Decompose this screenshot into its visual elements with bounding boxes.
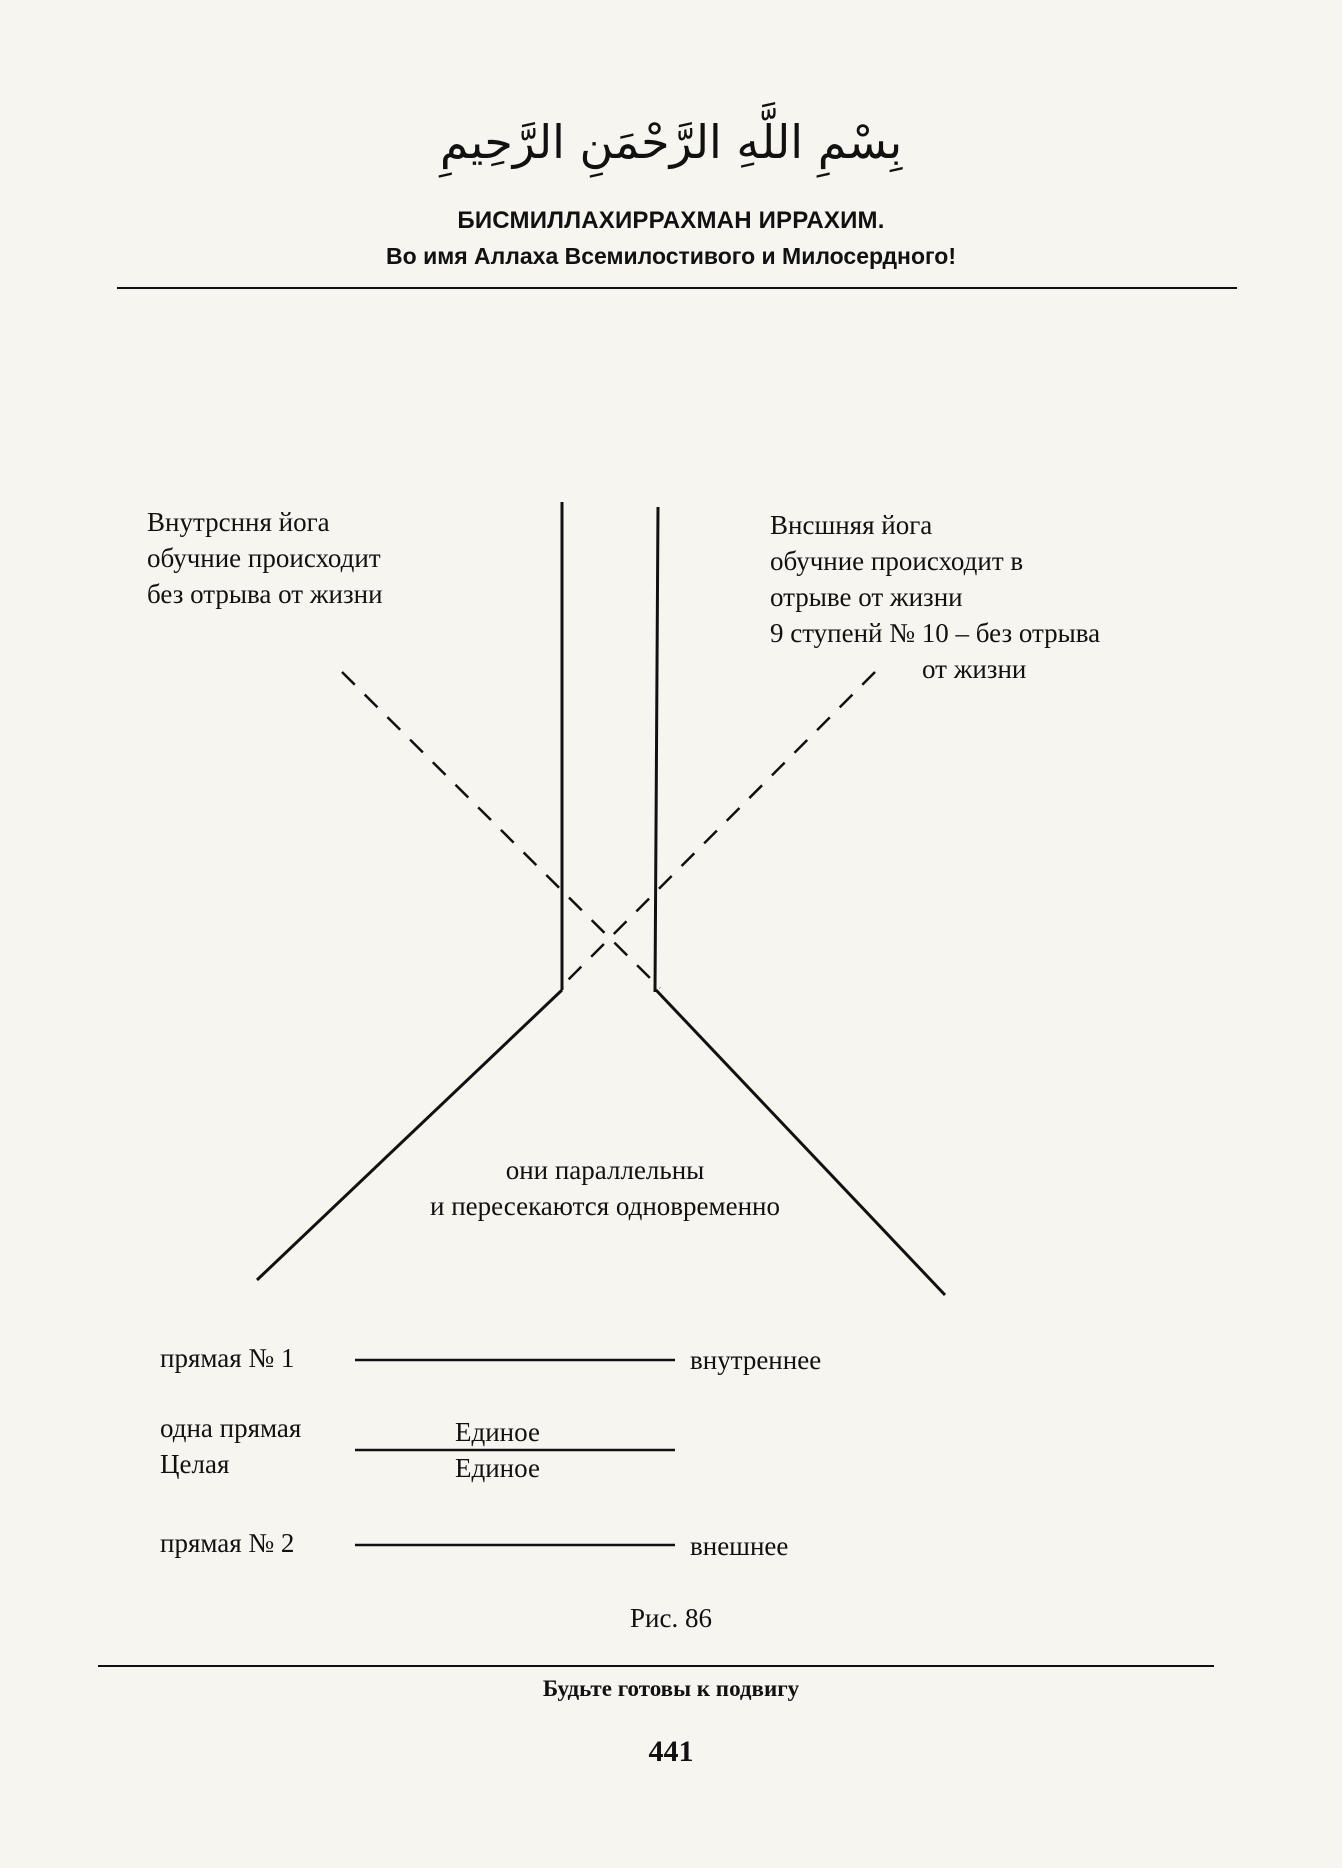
legend-row3-label: прямая № 2 — [160, 1528, 295, 1558]
inner-yoga-text — [147, 504, 383, 612]
inner-yoga-line-1: Внутрсння йога — [147, 507, 330, 537]
header-transliteration: БИСМИЛЛАХИРРАХМАН ИРРАХИМ. — [457, 207, 885, 234]
legend-row2-label-bottom: Целая — [160, 1449, 230, 1479]
legend-row3-value: внешнее — [690, 1531, 789, 1561]
outer-yoga-line-3: отрыве от жизни — [770, 582, 963, 612]
vertical-line-right — [655, 507, 658, 992]
figure-caption: Рис. 86 — [630, 1603, 712, 1633]
outer-yoga-line-2: обучние происходит в — [770, 546, 1024, 576]
footer-title: Будьте готовы к подвигу — [542, 1676, 800, 1701]
outer-yoga-text — [770, 507, 1100, 687]
outer-yoga-line-4: 9 ступенй № 10 – без отрыва — [770, 618, 1101, 648]
parallel-line-2: и пересекаются одновременно — [430, 1191, 780, 1221]
dashed-line-left — [342, 672, 660, 988]
dashed-line-right — [560, 672, 875, 988]
bismillah-calligraphy: بِسْمِ اللَّهِ الرَّحْمَنِ الرَّحِيمِ — [439, 115, 903, 169]
page-number: 441 — [648, 1735, 694, 1768]
inner-yoga-line-3: без отрыва от жизни — [147, 579, 383, 609]
inner-yoga-line-2: обучние происходит — [147, 543, 381, 573]
parallel-text — [380, 1152, 830, 1224]
parallel-line-1: они параллельны — [505, 1155, 705, 1185]
header-translation: Во имя Аллаха Всемилостивого и Милосердного! — [386, 243, 956, 269]
legend-row2-label-top: одна прямая — [160, 1413, 302, 1443]
legend-row2-value-bottom: Единое — [455, 1453, 540, 1483]
outer-yoga-line-1: Внсшняя йога — [770, 510, 933, 540]
diagonal-line-right — [656, 990, 945, 1295]
outer-yoga-line-5: от жизни — [922, 654, 1027, 684]
legend-row2-value-top: Единое — [455, 1417, 540, 1447]
legend-row1-label: прямая № 1 — [160, 1343, 295, 1373]
footer-rule — [98, 1665, 1214, 1667]
diagonal-line-left — [257, 990, 562, 1280]
legend-row1-value: внутреннее — [690, 1345, 822, 1375]
